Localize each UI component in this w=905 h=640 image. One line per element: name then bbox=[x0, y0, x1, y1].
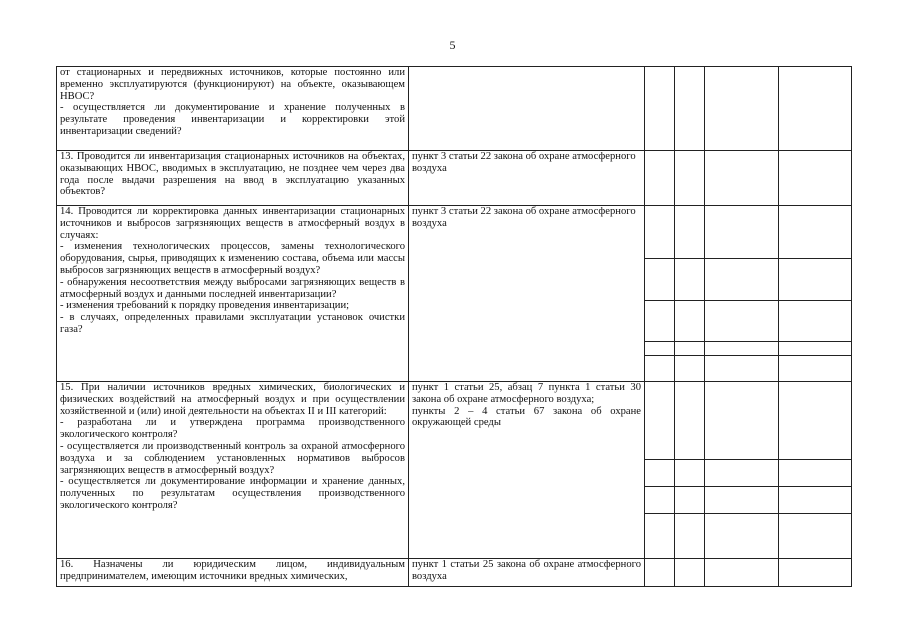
question-cell bbox=[57, 382, 409, 559]
not-applicable-cell[interactable] bbox=[705, 382, 779, 460]
question-cell bbox=[57, 559, 409, 587]
question-text: - осуществляется ли производственный контроль за охраной атмосферного воздуха и за соблюдением установленных нормативов выбросов загрязняющих веществ в атмосферный воздух? bbox=[60, 440, 405, 476]
legal-reference-text: пункт 1 статьи 25 закона об охране атмосферного воздуха bbox=[412, 559, 641, 582]
notes-cell[interactable] bbox=[779, 460, 852, 487]
legal-reference-text: пункт 3 статьи 22 закона об охране атмосферного воздуха bbox=[412, 206, 636, 229]
not-applicable-cell[interactable] bbox=[705, 206, 779, 259]
legal-reference-text: пункт 1 статьи 25, абзац 7 пункта 1 статьи 30 закона об охране атмосферного воздуха; bbox=[412, 382, 641, 405]
answer-yes-cell[interactable] bbox=[645, 67, 675, 151]
page-number: 5 bbox=[449, 38, 456, 52]
answer-yes-cell[interactable] bbox=[645, 460, 675, 487]
not-applicable-cell[interactable] bbox=[705, 259, 779, 301]
notes-cell[interactable] bbox=[779, 151, 852, 206]
question-text: - обнаружения несоответствия между выбросами загрязняющих веществ в атмосферный воздух и данными последней инвентаризации? bbox=[60, 276, 405, 300]
notes-cell[interactable] bbox=[779, 301, 852, 342]
answer-yes-cell[interactable] bbox=[645, 382, 675, 460]
question-cell bbox=[57, 206, 409, 382]
legal-reference-cell bbox=[409, 206, 645, 382]
answer-no-cell[interactable] bbox=[675, 559, 705, 587]
question-text: от стационарных и передвижных источников, которые постоянно или временно эксплуатируются (функционируют) на объекте, оказывающем НВОС? bbox=[60, 67, 405, 102]
answer-yes-cell[interactable] bbox=[645, 301, 675, 342]
not-applicable-cell[interactable] bbox=[705, 487, 779, 514]
table-row bbox=[57, 151, 852, 206]
table-row bbox=[57, 559, 852, 587]
question-text: - осуществляется ли документирование и хранение полученных в результате проведения инвентаризации и корректировки этой инвентаризации сведений? bbox=[60, 102, 405, 137]
not-applicable-cell[interactable] bbox=[705, 342, 779, 356]
answer-yes-cell[interactable] bbox=[645, 559, 675, 587]
question-text: - изменения требований к порядку проведения инвентаризации; bbox=[60, 300, 350, 312]
question-text: 13. Проводится ли инвентаризация стационарных источников на объектах, оказывающих НВОС, вводимых в эксплуатацию, не позднее чем через два года после выдачи разрешения на ввод в эксплуатацию указанных объектов? bbox=[60, 151, 405, 198]
notes-cell[interactable] bbox=[779, 206, 852, 259]
answer-yes-cell[interactable] bbox=[645, 259, 675, 301]
table-row bbox=[57, 67, 852, 151]
not-applicable-cell[interactable] bbox=[705, 151, 779, 206]
answer-no-cell[interactable] bbox=[675, 206, 705, 259]
table-row bbox=[57, 382, 852, 460]
answer-no-cell[interactable] bbox=[675, 151, 705, 206]
question-text: 14. Проводится ли корректировка данных инвентаризации стационарных источников и выбросов загрязняющих веществ в атмосферный воздух в случаях: bbox=[60, 206, 405, 241]
legal-reference-cell bbox=[409, 151, 645, 206]
notes-cell[interactable] bbox=[779, 382, 852, 460]
question-text: - изменения технологических процессов, замены технологического оборудования, сырья, приводящих к изменению состава, объема или массы выбросов загрязняющих веществ в атмосферный воздух? bbox=[60, 241, 405, 276]
not-applicable-cell[interactable] bbox=[705, 67, 779, 151]
notes-cell[interactable] bbox=[779, 559, 852, 587]
question-cell bbox=[57, 67, 409, 151]
not-applicable-cell[interactable] bbox=[705, 514, 779, 559]
answer-no-cell[interactable] bbox=[675, 342, 705, 356]
notes-cell[interactable] bbox=[779, 356, 852, 382]
question-text: 15. При наличии источников вредных химических, биологических и физических воздействий на атмосферный воздух и при осуществлении хозяйственной и (или) иной деятельности на объектах II и III категорий: bbox=[60, 382, 405, 417]
answer-no-cell[interactable] bbox=[675, 259, 705, 301]
notes-cell[interactable] bbox=[779, 487, 852, 514]
answer-no-cell[interactable] bbox=[675, 514, 705, 559]
legal-reference-text: пункт 3 статьи 22 закона об охране атмосферного воздуха bbox=[412, 151, 636, 174]
question-text: - разработана ли и утверждена программа производственного экологического контроля? bbox=[60, 417, 405, 441]
notes-cell[interactable] bbox=[779, 342, 852, 356]
table-row bbox=[57, 206, 852, 259]
question-cell bbox=[57, 151, 409, 206]
inspection-checklist-table bbox=[56, 66, 852, 587]
legal-reference-cell bbox=[409, 559, 645, 587]
answer-no-cell[interactable] bbox=[675, 460, 705, 487]
question-text: - осуществляется ли документирование информации и хранение данных, полученных по результатам осуществления производственного экологического контроля? bbox=[60, 476, 405, 511]
question-text: - в случаях, определенных правилами эксплуатации установок очистки газа? bbox=[60, 312, 405, 335]
not-applicable-cell[interactable] bbox=[705, 356, 779, 382]
not-applicable-cell[interactable] bbox=[705, 301, 779, 342]
answer-no-cell[interactable] bbox=[675, 382, 705, 460]
not-applicable-cell[interactable] bbox=[705, 559, 779, 587]
answer-yes-cell[interactable] bbox=[645, 514, 675, 559]
answer-yes-cell[interactable] bbox=[645, 487, 675, 514]
not-applicable-cell[interactable] bbox=[705, 460, 779, 487]
notes-cell[interactable] bbox=[779, 67, 852, 151]
answer-no-cell[interactable] bbox=[675, 301, 705, 342]
legal-reference-cell bbox=[409, 382, 645, 559]
answer-no-cell[interactable] bbox=[675, 356, 705, 382]
question-text: 16. Назначены ли юридическим лицом, индивидуальным предпринимателем, имеющим источники вредных химических, bbox=[60, 559, 405, 582]
answer-yes-cell[interactable] bbox=[645, 206, 675, 259]
notes-cell[interactable] bbox=[779, 514, 852, 559]
answer-yes-cell[interactable] bbox=[645, 342, 675, 356]
answer-no-cell[interactable] bbox=[675, 487, 705, 514]
answer-yes-cell[interactable] bbox=[645, 151, 675, 206]
answer-no-cell[interactable] bbox=[675, 67, 705, 151]
notes-cell[interactable] bbox=[779, 259, 852, 301]
legal-reference-cell bbox=[409, 67, 645, 151]
legal-reference-text: пункты 2 – 4 статьи 67 закона об охране окружающей среды bbox=[412, 405, 641, 429]
answer-yes-cell[interactable] bbox=[645, 356, 675, 382]
